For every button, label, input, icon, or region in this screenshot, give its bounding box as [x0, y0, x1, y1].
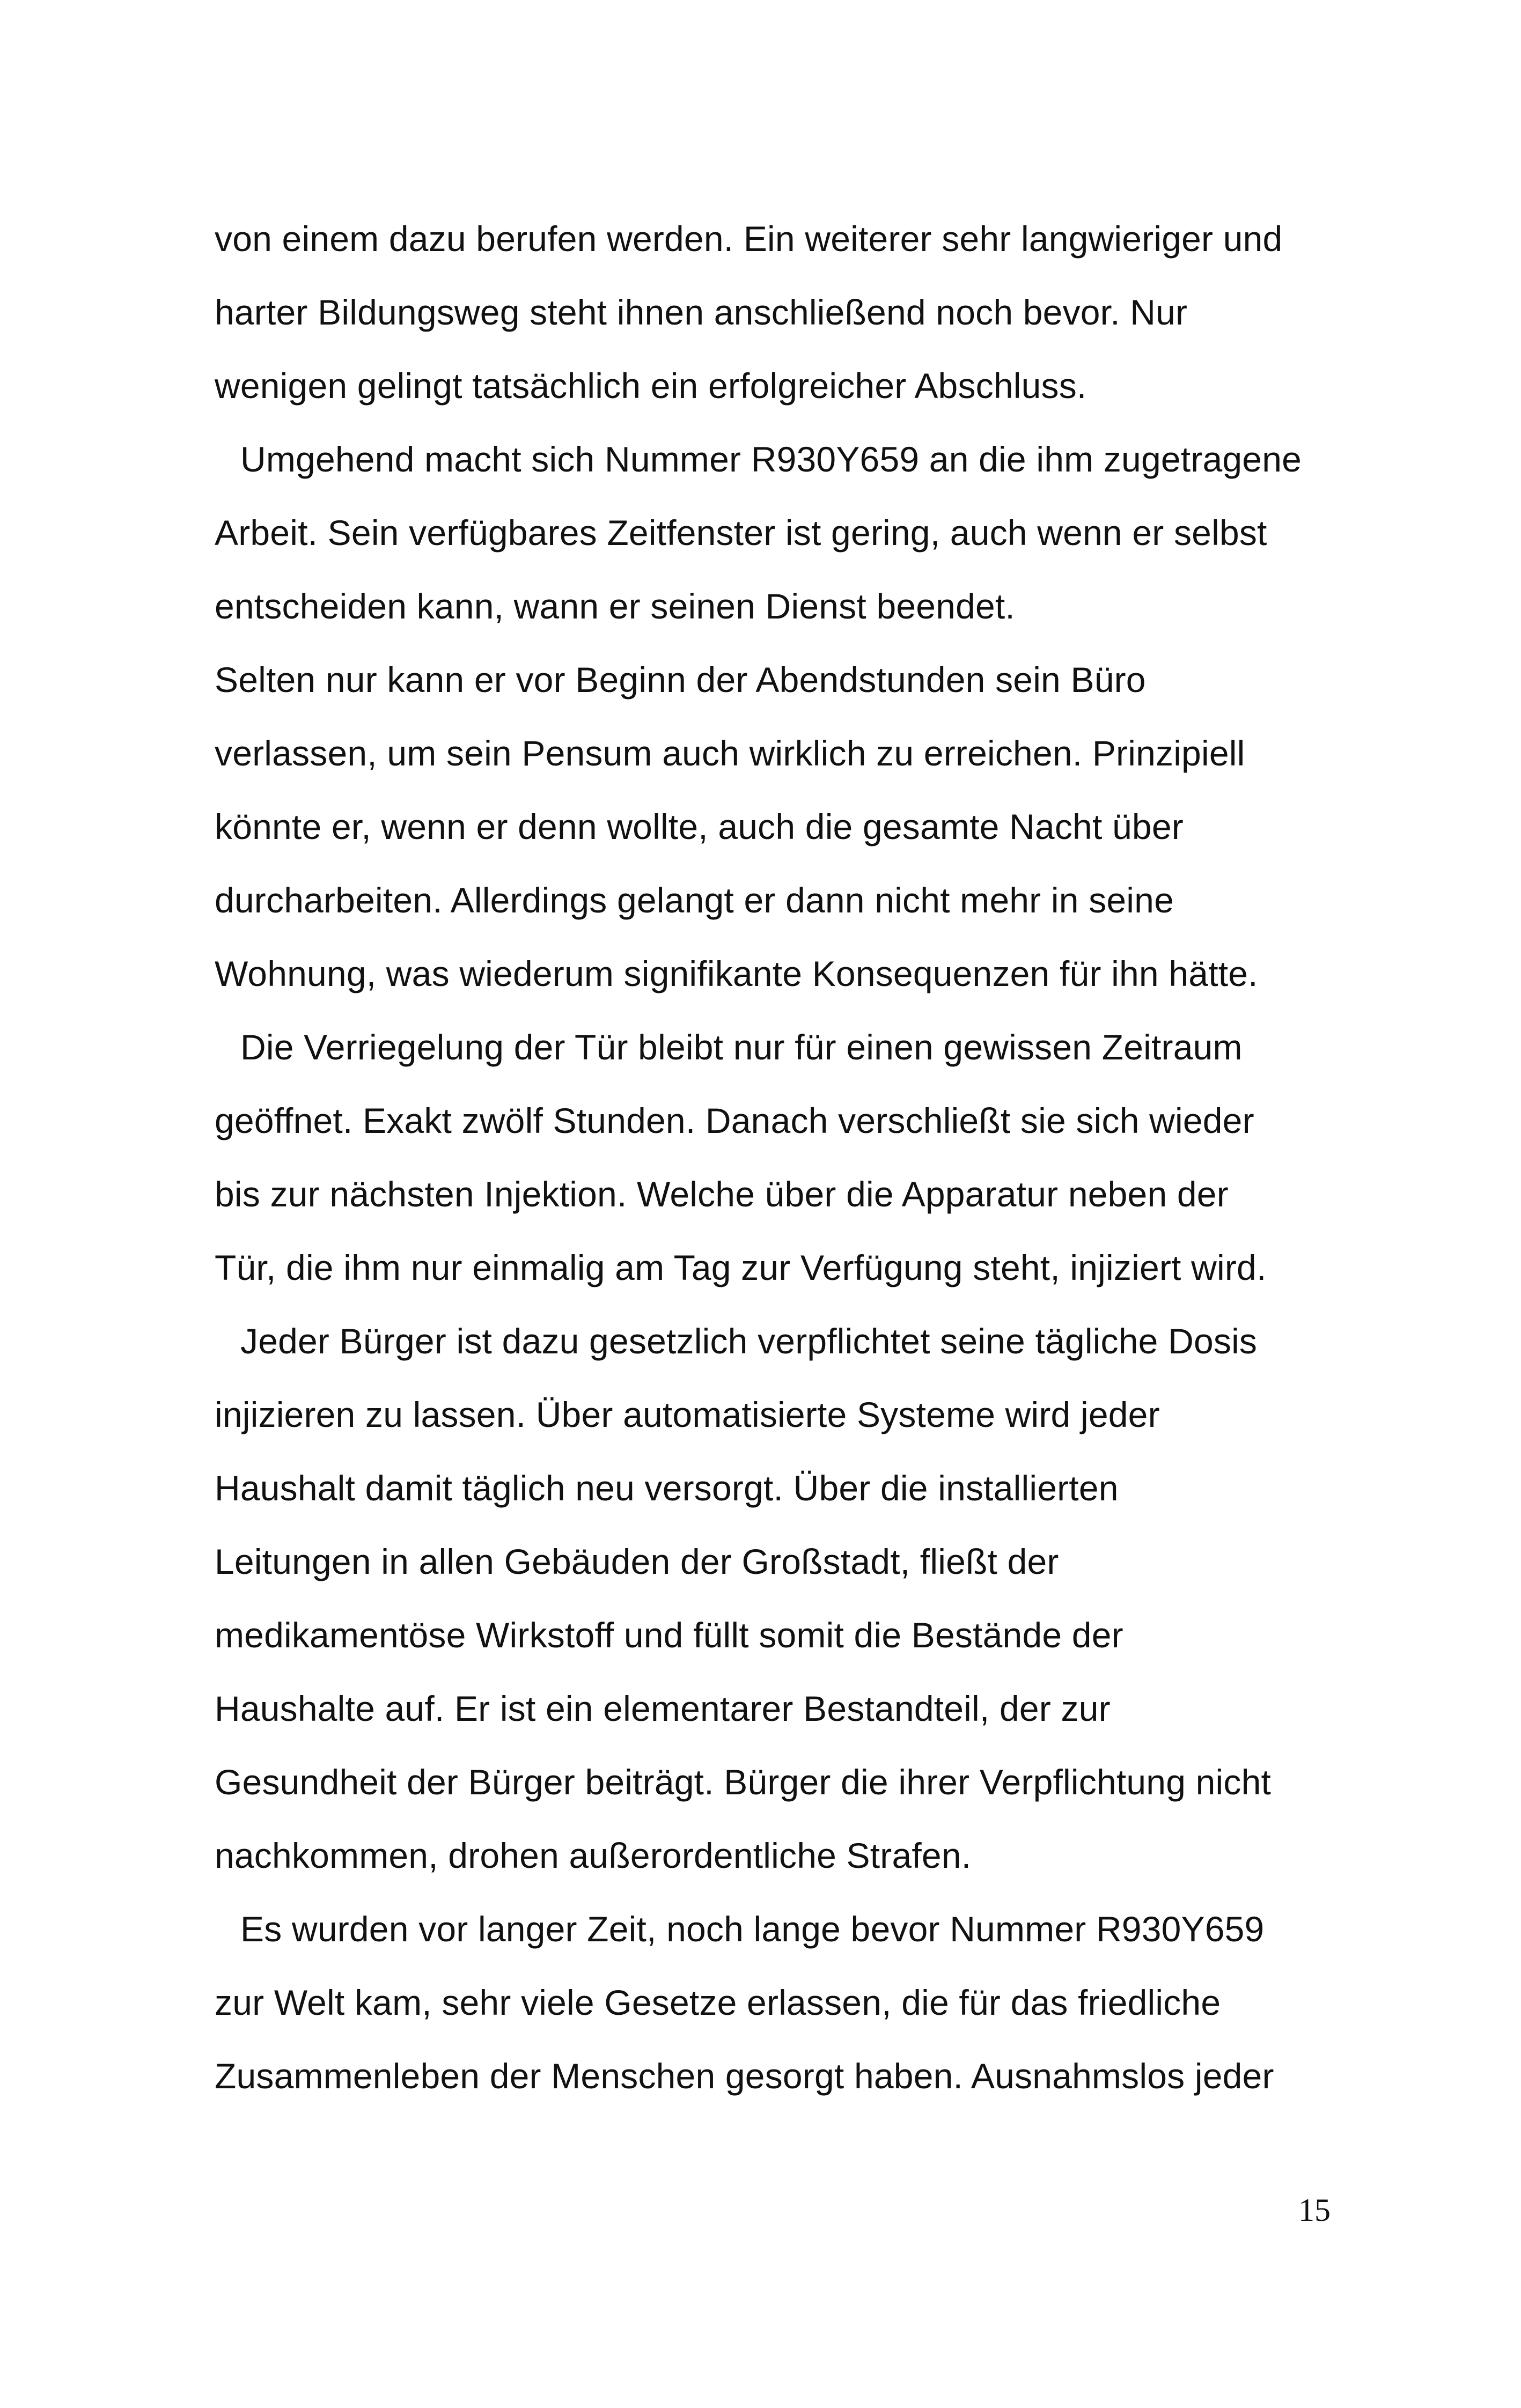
text-line: nachkommen, drohen außerordentliche Strafen. — [215, 1836, 972, 1875]
text-line: Jeder Bürger ist dazu gesetzlich verpflichtet seine tägliche Dosis — [240, 1321, 1258, 1361]
text-line: injizieren zu lassen. Über automatisierte Systeme wird jeder — [215, 1395, 1160, 1434]
paragraph — [215, 1899, 1331, 2120]
paragraph — [215, 430, 1331, 650]
text-line: Die Verriegelung der Tür bleibt nur für einen gewissen Zeitraum — [240, 1027, 1243, 1067]
text-line: durcharbeiten. Allerdings gelangt er dann nicht mehr in seine — [215, 880, 1174, 920]
text-line: medikamentöse Wirkstoff und füllt somit die Bestände der — [215, 1615, 1123, 1655]
text-line: Haushalte auf. Er ist ein elementarer Bestandteil, der zur — [215, 1689, 1111, 1728]
paragraph — [215, 1018, 1331, 1312]
text-line: bis zur nächsten Injektion. Welche über die Apparatur neben der — [215, 1174, 1229, 1214]
text-line: Haushalt damit täglich neu versorgt. Über die installierten — [215, 1468, 1119, 1508]
text-line: harter Bildungsweg steht ihnen anschließend noch bevor. Nur — [215, 292, 1188, 332]
text-line: Wohnung, was wiederum signifikante Konsequenzen für ihn hätte. — [215, 954, 1258, 993]
text-line: Leitungen in allen Gebäuden der Großstadt, fließt der — [215, 1542, 1059, 1581]
body-text — [215, 209, 1331, 2120]
text-line: wenigen gelingt tatsächlich ein erfolgreicher Abschluss. — [215, 366, 1087, 406]
page-number: 15 — [1298, 2192, 1331, 2228]
text-line: Arbeit. Sein verfügbares Zeitfenster ist gering, auch wenn er selbst — [215, 513, 1267, 553]
text-line: von einem dazu berufen werden. Ein weiterer sehr langwieriger und — [215, 219, 1283, 259]
text-line: Umgehend macht sich Nummer R930Y659 an die ihm zugetragene — [240, 439, 1302, 479]
text-line: verlassen, um sein Pensum auch wirklich zu erreichen. Prinzipiell — [215, 733, 1245, 773]
paragraph — [215, 650, 1331, 1018]
text-line: Selten nur kann er vor Beginn der Abendstunden sein Büro — [215, 660, 1146, 699]
text-line: könnte er, wenn er denn wollte, auch die gesamte Nacht über — [215, 807, 1184, 846]
paragraph — [215, 209, 1331, 430]
text-line: entscheiden kann, wann er seinen Dienst beendet. — [215, 586, 1015, 626]
text-line: geöffnet. Exakt zwölf Stunden. Danach verschließt sie sich wieder — [215, 1101, 1254, 1140]
text-line: Zusammenleben der Menschen gesorgt haben. Ausnahmslos jeder — [215, 2056, 1274, 2096]
text-line: zur Welt kam, sehr viele Gesetze erlassen, die für das friedliche — [215, 1983, 1221, 2022]
text-line: Gesundheit der Bürger beiträgt. Bürger die ihrer Verpflichtung nicht — [215, 1762, 1272, 1802]
paragraph — [215, 1312, 1331, 1899]
text-line: Tür, die ihm nur einmalig am Tag zur Verfügung steht, injiziert wird. — [215, 1248, 1267, 1287]
text-line: Es wurden vor langer Zeit, noch lange bevor Nummer R930Y659 — [240, 1909, 1265, 1949]
